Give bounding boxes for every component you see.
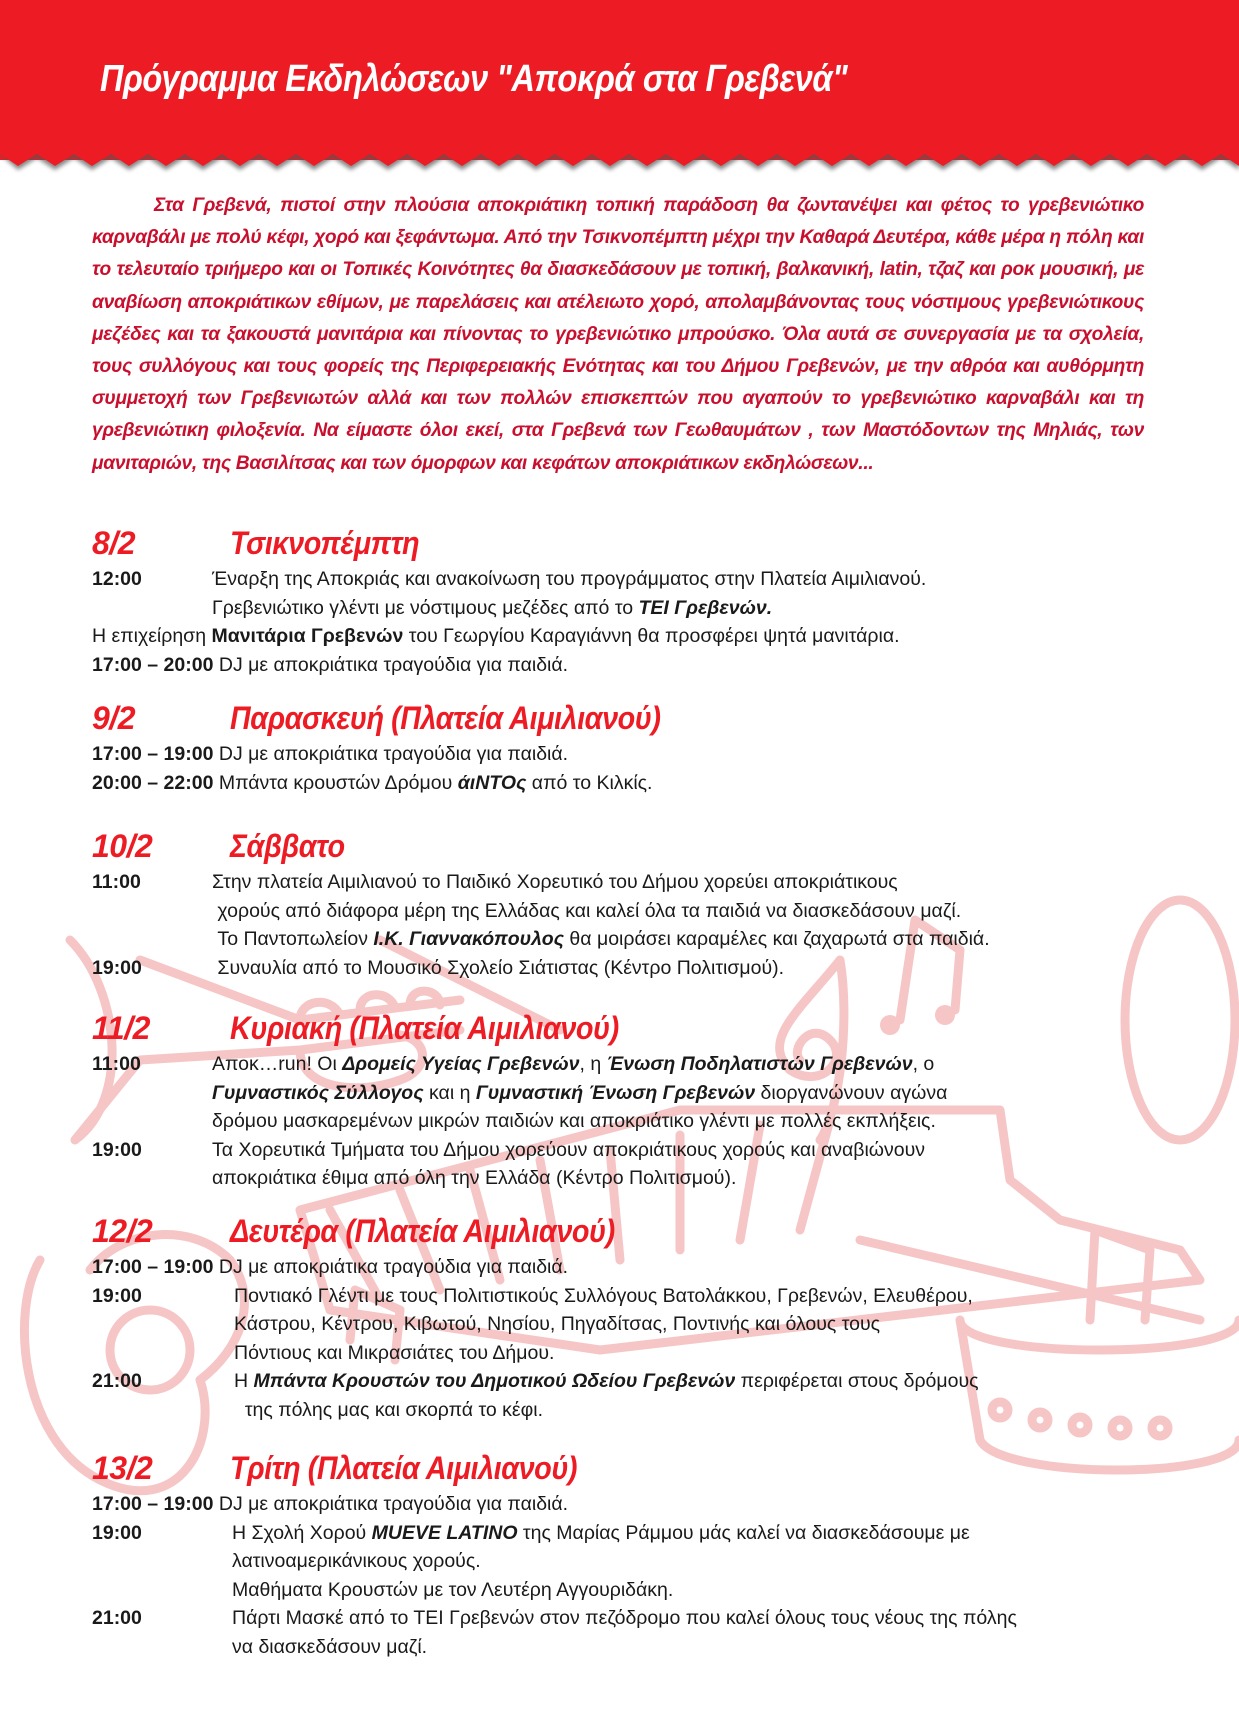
event-text: από το Κιλκίς.	[526, 771, 653, 794]
event-text: δρόμου μασκαρεμένων μικρών παιδιών και αποκριάτικο γλέντι με πολλές εκπλήξεις.	[212, 1110, 936, 1132]
event-time: 21:00	[92, 1370, 142, 1392]
event-row	[92, 651, 1152, 680]
day-section-11-2	[92, 1010, 1152, 1193]
event-row	[92, 740, 1152, 769]
day-date: 12/2	[92, 1213, 153, 1249]
event-row	[92, 622, 1152, 651]
event-time: 17:00 – 20:00	[92, 653, 214, 676]
event-time: 21:00	[92, 1607, 142, 1629]
day-section-13-2	[92, 1450, 1152, 1661]
event-time: 19:00	[92, 1521, 142, 1544]
event-text: χορούς από διάφορα μέρη της Ελλάδας και καλεί όλα τα παιδιά να διασκεδάσουν μαζί.	[217, 899, 962, 922]
event-row	[92, 1604, 1152, 1661]
day-name: Τσικνοπέμπτη	[230, 525, 420, 561]
event-time: 19:00	[92, 956, 142, 979]
event-row	[92, 868, 1152, 954]
event-text: αποκριάτικα έθιμα από όλη την Ελλάδα (Κέντρο Πολιτισμού).	[212, 1167, 737, 1189]
event-text: θα μοιράσει καραμέλες και ζαχαρωτά στα παιδιά.	[564, 928, 990, 950]
event-highlight: Ι.Κ. Γιαννακόπουλος	[373, 928, 565, 950]
event-row	[92, 1519, 1152, 1605]
event-text: Η επιχείρηση	[92, 625, 212, 647]
event-text: DJ με αποκριάτικα τραγούδια για παιδιά.	[218, 743, 569, 765]
event-text: Το Παντοπωλείον	[217, 928, 374, 950]
event-text: διοργανώνουν αγώνα	[755, 1081, 948, 1104]
day-section-9-2	[92, 700, 1152, 797]
event-row	[92, 1282, 1152, 1368]
event-text: , ο	[912, 1053, 935, 1075]
event-highlight: Ένωση Ποδηλατιστών Γρεβενών	[606, 1053, 913, 1075]
event-row	[92, 1490, 1152, 1519]
event-highlight: MUEVE LATINO	[371, 1521, 518, 1544]
intro-text: Στα Γρεβενά, πιστοί στην πλούσια αποκριάτικη τοπική παράδοση θα ζωντανέψει και φέτος το γρεβενιώτικο καρναβάλι με πολύ κέφι, χορό και ξεφάντωμα. Από την Τσικνοπέμπτη μέχρι την Καθαρά Δευτέρα, κάθε μέρα η πόλη και το τελευταίο τριήμερο και οι Τοπικές Κοινότητες θα διασκεδάσουν με τοπική, βαλκανική, latin, τζαζ και ροκ μουσική, με αναβίωση αποκριάτικων εθίμων, με παρελάσεις και ατέλειωτο χορό, απολαμβάνοντας τους νόστιμους γρεβενιώτικους μεζέδες και τα ξακουστά μανιτάρια και πίνοντας το γρεβενιώτικο μπρούσκο. Όλα αυτά σε συνεργασία με τα σχολεία, τους συλλόγους και τους φορείς της Περιφερειακής Ενότητας και του Δήμου Γρεβενών, με την αθρόα και αυθόρμητη συμμετοχή των Γρεβενιωτών αλλά και των πολλών επισκεπτών που αγαπούν το γρεβενιώτικο καρναβάλι και τη γρεβενιώτικη φιλοξενία. Να είμαστε όλοι εκεί, στα Γρεβενά των Γεωθαυμάτων , των Μαστόδοντων της Μηλιάς, των μανιταριών, της Βασιλίτσας και των όμορφων και κεφάτων αποκριάτικων εκδηλώσεων...	[92, 195, 1144, 474]
event-highlight: Γυμναστικός Σύλλογος	[212, 1081, 424, 1104]
day-name: Σάββατο	[230, 828, 345, 864]
event-time: 19:00	[92, 1284, 142, 1307]
event-text: Μαθήματα Κρουστών με τον Λευτέρη Αγγουριδάκη.	[232, 1578, 674, 1601]
event-time: 17:00 – 19:00	[92, 1493, 214, 1515]
event-text: του Γεωργίου Καραγιάννη θα προσφέρει ψητά μανιτάρια.	[403, 625, 900, 647]
event-highlight: Γυμναστική Ένωση Γρεβενών	[475, 1081, 756, 1104]
event-text: Μπάντα κρουστών Δρόμου	[218, 771, 458, 794]
event-row	[92, 565, 1152, 622]
day-date: 10/2	[92, 828, 153, 864]
event-row	[92, 1253, 1152, 1282]
event-text: Αποκ…run! Οι	[212, 1053, 343, 1075]
event-time: 12:00	[92, 568, 142, 590]
event-highlight: Μπάντα Κρουστών του Δημοτικού Ωδείου Γρεβενών	[253, 1370, 736, 1392]
event-highlight: άιΝΤΟς	[457, 771, 527, 794]
event-text: DJ με αποκριάτικα τραγούδια για παιδιά.	[218, 1256, 569, 1278]
event-time: 17:00 – 19:00	[92, 1256, 214, 1278]
event-row	[92, 1136, 1152, 1193]
event-text: Στην πλατεία Αιμιλιανού το Παιδικό Χορευτικό του Δήμου χορεύει αποκριάτικους	[212, 871, 898, 893]
event-time: 17:00 – 19:00	[92, 743, 214, 765]
event-text: Η	[234, 1370, 254, 1392]
event-text: Τα Χορευτικά Τμήματα του Δήμου χορεύουν αποκριάτικους χορούς και αναβιώνουν	[212, 1138, 926, 1161]
event-text: DJ με αποκριάτικα τραγούδια για παιδιά.	[218, 653, 569, 676]
event-time: 20:00 – 22:00	[92, 771, 214, 794]
event-text: Κάστρου, Κέντρου, Κιβωτού, Νησίου, Πηγαδίτσας, Ποντινής και όλους τους	[234, 1313, 881, 1335]
day-name: Δευτέρα (Πλατεία Αιμιλιανού)	[230, 1213, 615, 1249]
event-text: Ποντιακό Γλέντι με τους Πολιτιστικούς Συλλόγους Βατολάκκου, Γρεβενών, Ελευθέρου,	[234, 1284, 973, 1307]
header-banner	[0, 0, 1239, 160]
event-text: να διασκεδάσουν μαζί.	[232, 1635, 428, 1658]
event-text: περιφέρεται στους δρόμους	[735, 1370, 979, 1392]
day-name: Κυριακή (Πλατεία Αιμιλιανού)	[230, 1010, 619, 1046]
day-name: Παρασκευή (Πλατεία Αιμιλιανού)	[230, 700, 661, 736]
intro-paragraph	[92, 190, 1144, 480]
event-row	[92, 954, 1152, 983]
event-text: και η	[423, 1081, 476, 1104]
event-text: , η	[579, 1053, 607, 1075]
event-text: DJ με αποκριάτικα τραγούδια για παιδιά.	[218, 1493, 569, 1515]
event-text: λατινοαμερικάνικους χορούς.	[232, 1550, 481, 1572]
event-highlight: ΤΕΙ Γρεβενών.	[638, 596, 773, 619]
event-text: Γρεβενιώτικο γλέντι με νόστιμους μεζέδες από το	[212, 596, 639, 619]
zigzag-edge	[0, 150, 1239, 180]
event-highlight: Μανιτάρια Γρεβενών	[211, 625, 404, 647]
day-name: Τρίτη (Πλατεία Αιμιλιανού)	[230, 1450, 578, 1486]
event-time: 11:00	[92, 871, 141, 893]
event-text: Πάρτι Μασκέ από το ΤΕΙ Γρεβενών στον πεζόδρομο που καλεί όλους τους νέους της πόλης	[232, 1607, 1017, 1629]
event-text: της Μαρίας Ράμμου μάς καλεί να διασκεδάσουμε με	[517, 1521, 970, 1544]
day-date: 9/2	[92, 700, 135, 736]
event-highlight: Δρομείς Υγείας Γρεβενών	[342, 1053, 580, 1075]
event-row	[92, 1050, 1152, 1136]
event-row	[92, 1367, 1152, 1424]
event-row	[92, 769, 1152, 798]
event-text: Έναρξη της Αποκριάς και ανακοίνωση του προγράμματος στην Πλατεία Αιμιλιανού.	[212, 568, 927, 590]
day-section-12-2	[92, 1213, 1152, 1424]
day-section-8-2	[92, 525, 1152, 679]
page-title: Πρόγραμμα Εκδηλώσεων "Αποκρά στα Γρεβενά"	[100, 58, 848, 100]
event-time: 19:00	[92, 1138, 142, 1161]
event-time: 11:00	[92, 1053, 141, 1075]
event-text: Συναυλία από το Μουσικό Σχολείο Σιάτιστας (Κέντρο Πολιτισμού).	[217, 956, 785, 979]
event-text: Πόντιους και Μικρασιάτες του Δήμου.	[234, 1341, 555, 1364]
day-section-10-2	[92, 828, 1152, 982]
event-text: Η Σχολή Χορού	[232, 1521, 372, 1544]
day-date: 13/2	[92, 1450, 153, 1486]
day-date: 11/2	[92, 1010, 150, 1046]
day-date: 8/2	[92, 525, 135, 561]
event-text: της πόλης μας και σκορπά το κέφι.	[244, 1398, 544, 1421]
